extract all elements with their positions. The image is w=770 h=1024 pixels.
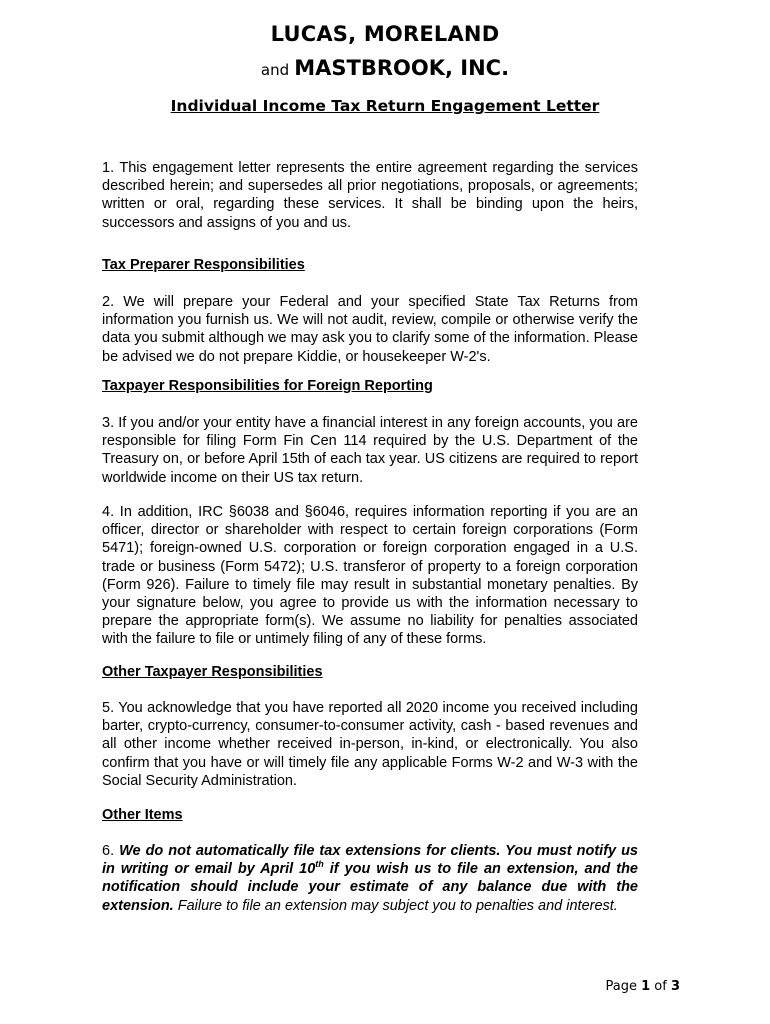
page-word: Page (605, 979, 637, 994)
paragraph-6-number: 6. (102, 843, 120, 859)
heading-foreign-reporting: Taxpayer Responsibilities for Foreign Reporting (102, 378, 433, 394)
heading-other-taxpayer-responsibilities: Other Taxpayer Responsibilities (102, 664, 323, 680)
paragraph-3: 3. If you and/or your entity have a financial interest in any foreign accounts, you are responsible for filing Form Fin Cen 114 required by the U.S. Department of the Treasury on, or before April 15th of each tax year. US citizens are required to report worldwide income on their US tax return. (102, 415, 638, 486)
paragraph-6-superscript: th (315, 859, 324, 870)
heading-tax-preparer-responsibilities: Tax Preparer Responsibilities (102, 257, 305, 273)
page-total: 3 (670, 979, 680, 994)
paragraph-6 (102, 842, 638, 915)
document-title: Individual Income Tax Return Engagement Letter (170, 97, 600, 115)
of-word: of (654, 979, 667, 994)
paragraph-4: 4. In addition, IRC §6038 and §6046, requires information reporting if you are an officer, director or shareholder with respect to certain foreign corporations (Form 5471); foreign-owned U.S. corporation or foreign corporation engaged in a U.S. trade or business (Form 5472); U.S. transferor of property to a foreign corporation (Form 926). Failure to timely file may result in substantial monetary penalties. By your signature below, you agree to provide us with the information necessary to prepare the appropriate form(s). We assume no liability for penalties associated with the failure to file or untimely filing of any of these forms. (102, 504, 638, 648)
paragraph-6-bold-a: We do not automatically file tax extensions for clients. You must notify us in writing or email by April 10 (102, 843, 638, 878)
paragraph-1: 1. This engagement letter represents the entire agreement regarding the services described herein; and supersedes all prior negotiations, proposals, or agreements; written or oral, regarding these services. It shall be binding upon the heirs, successors and assigns of you and us. (102, 160, 638, 231)
heading-other-items: Other Items (102, 807, 183, 823)
paragraph-5: 5. You acknowledge that you have reported all 2020 income you received including barter, crypto-currency, consumer-to-consumer activity, cash - based revenues and all other income whether received in-person, in-kind, or electronically. You also confirm that you have or will timely file any applicable Forms W-2 and W-3 with the Social Security Administration. (102, 700, 638, 789)
paragraph-6-bold-b: if you wish us to file an extension, and the notification should include your estimate of any balance due with the extension. (102, 861, 638, 914)
firm-and: and (260, 61, 290, 79)
firm-name-part2: MASTBROOK, INC. (294, 56, 510, 80)
firm-name-line2 (0, 56, 770, 80)
page-current: 1 (641, 979, 651, 994)
paragraph-2: 2. We will prepare your Federal and your specified State Tax Returns from information you furnish us. We will not audit, review, compile or otherwise verify the data you submit although we may ask you to clarify some of the information. Please be advised we do not prepare Kiddie, or housekeeper W-2's. (102, 294, 638, 365)
firm-name-line1: LUCAS, MORELAND (270, 22, 500, 46)
paragraph-6-italic: Failure to file an extension may subject you to penalties and interest. (173, 897, 618, 914)
page-number (605, 979, 680, 994)
